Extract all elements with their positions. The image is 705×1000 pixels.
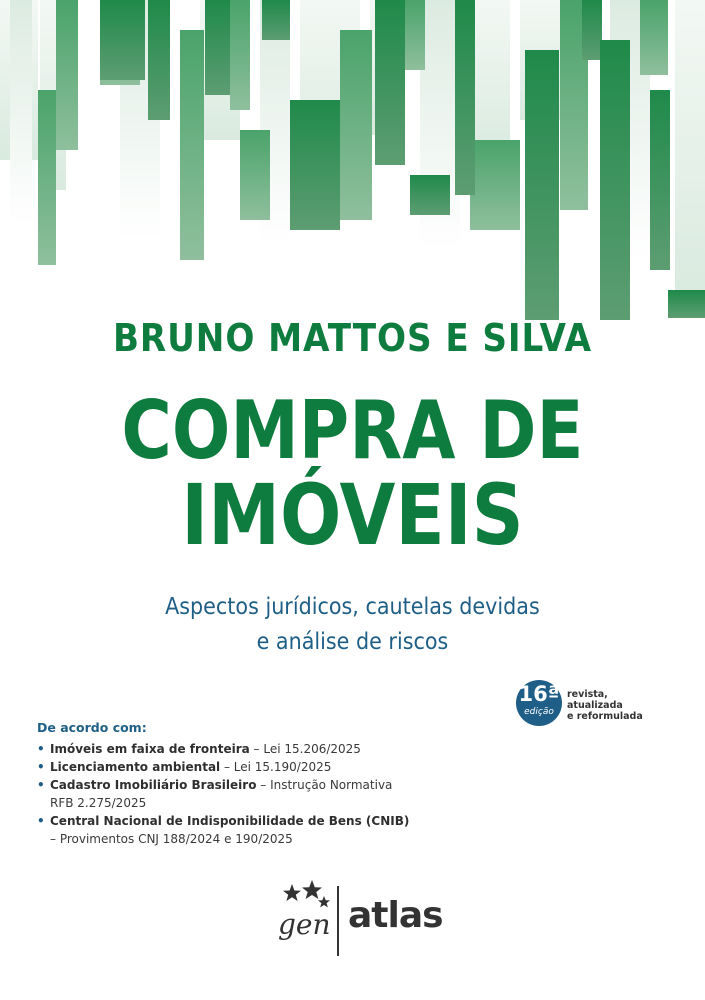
edition-note: e reformulada [567, 711, 643, 722]
subtitle-line2: e análise de riscos [256, 629, 449, 655]
law-item-reference: – Lei 15.206/2025 [249, 742, 361, 756]
edition-number: 16ª [518, 682, 560, 706]
atlas-logo: atlas [348, 895, 443, 936]
logo-divider [337, 886, 339, 956]
according-heading: De acordo com: [37, 720, 147, 735]
book-title-line1: COMPRA DE [121, 384, 584, 477]
edition-badge [516, 680, 562, 726]
law-list [37, 740, 417, 848]
subtitle-line1: Aspectos jurídicos, cautelas devidas [165, 594, 540, 620]
edition-note: revista, [567, 689, 608, 700]
law-item-topic: Imóveis em faixa de fronteira [50, 742, 250, 756]
law-item: • Central Nacional de Indisponibilidade de Bens (CNIB) – Provimentos CNJ 188/2024 e 190/2025 [37, 814, 410, 846]
law-item-reference: – Instrução Normativa RFB 2.275/2025 [50, 778, 393, 810]
book-title-line2: IMÓVEIS [181, 466, 524, 564]
law-item-topic: Central Nacional de Indisponibilidade de Bens (CNIB) [50, 814, 410, 828]
gen-logo: gen [278, 908, 331, 941]
edition-note: atualizada [567, 700, 623, 711]
law-item-topic: Cadastro Imobiliário Brasileiro [50, 778, 257, 792]
author-name: BRUNO MATTOS E SILVA [112, 316, 592, 360]
law-item-reference: – Provimentos CNJ 188/2024 e 190/2025 [50, 832, 293, 846]
law-item-reference: – Lei 15.190/2025 [220, 760, 332, 774]
publisher-logos [270, 880, 443, 960]
edition-word: edição [524, 707, 554, 717]
edition-notes [567, 689, 643, 722]
law-item: • Imóveis em faixa de fronteira – Lei 15.206/2025 [37, 742, 361, 756]
law-item: • Cadastro Imobiliário Brasileiro – Instrução Normativa RFB 2.275/2025 [37, 778, 393, 810]
law-item: • Licenciamento ambiental – Lei 15.190/2025 [37, 760, 332, 774]
decorative-bars [0, 0, 705, 330]
law-item-topic: Licenciamento ambiental [50, 760, 221, 774]
